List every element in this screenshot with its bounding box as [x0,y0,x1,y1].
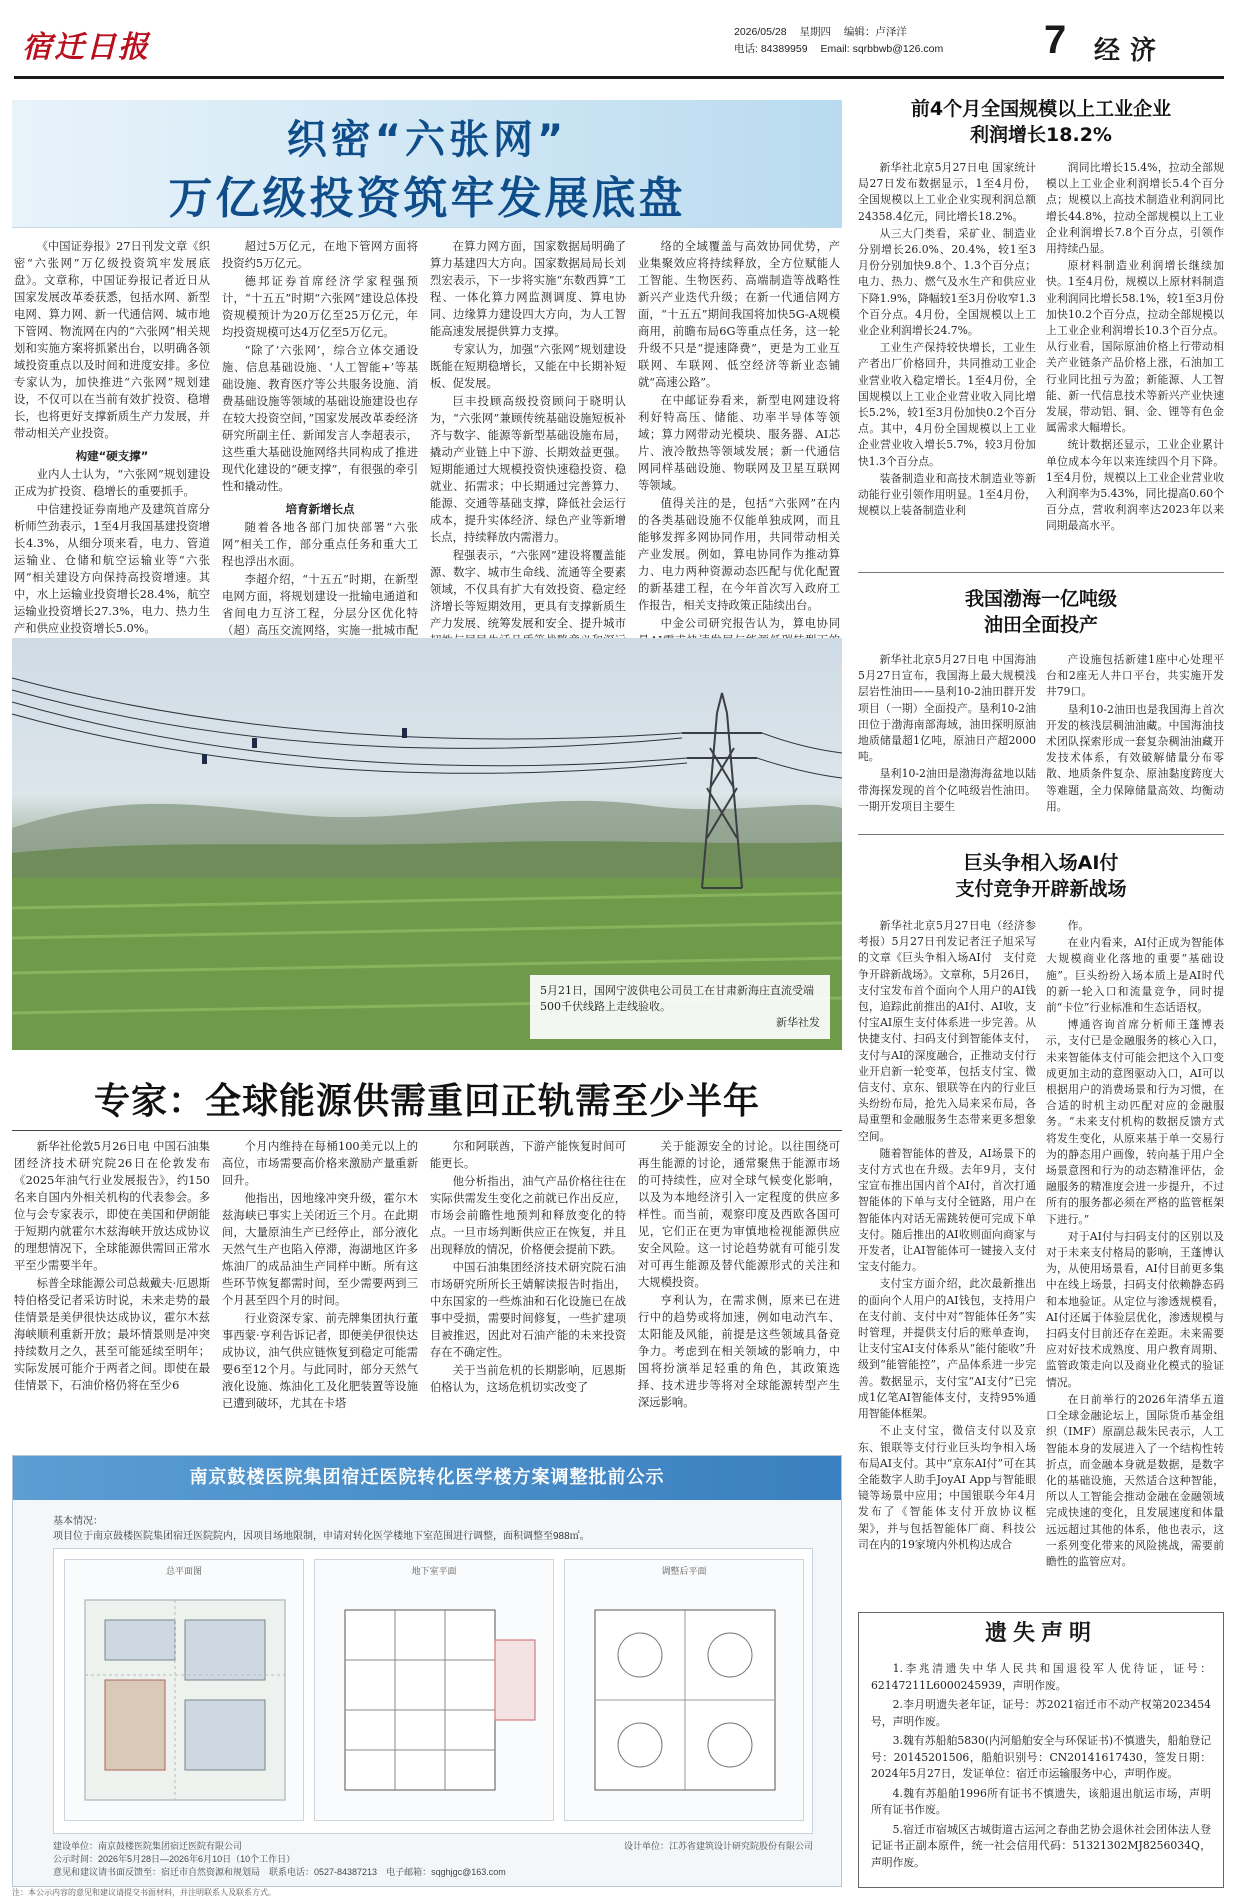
ad-note: 注：本公示内容的意见和建议请提交书面材料，并注明联系人及联系方式。 [12,1888,276,1897]
article-paragraph: 行业资深专家、前壳牌集团执行董事西蒙·亨利告诉记者，即便美伊很快达成协议，油气供应链恢复到稳定可能需要6至12个月。与此同时，部分天然气液化设施、炼油化工及化肥装置等设施已遭到破坏，尤其在卡塔 [222,1312,418,1410]
article-paragraph: 原材料制造业利润增长继续加快。1至4月份，规模以上原材料制造业利润同比增长58.1%，较1至3月份加快10.2个百分点，拉动全部规模以上工业企业利润增长10.3个百分点。从行业看，国际原油价格上行带动相关产业链条产品价格上涨，石油加工行业同比扭亏为盈；新能源、人工智能、新一代信息技术等新兴产业快速发展，带动铝、铜、金、锂等有色金属需求大幅增长。 [1046,259,1224,435]
ad-basic-text: 项目位于南京鼓楼医院集团宿迁医院院内，因项目场地限制，申请对转化医学楼地下室范围进行调整，面积调整至988㎡。 [53,1531,590,1542]
article-paragraph: 尔和阿联酋，下游产能恢复时间可能更长。 [430,1140,626,1170]
public-notice-ad [12,1455,842,1887]
article-paragraph: 关于能源安全的讨论。以往围绕可再生能源的讨论，通常聚焦于能源市场的可持续性，应对全球气候变化影响，以及为本地经济引入一定程度的供应多样性。而当前，观察印度及西欧各国可见，它们正在更为审慎地检视能源供应安全风险。这一讨论趋势就有可能引发对可再生能源及替代能源形式的关注和大规模投资。 [638,1140,840,1289]
lead-column-1 [14,238,210,635]
article-paragraph: 个月内维持在每桶100美元以上的高位，市场需要高价格来激励产量重新回升。 [222,1140,418,1187]
right-story2-column-1 [858,652,1036,824]
article-paragraph: 在中邮证券看来，新型电网建设将利好特高压、储能、功率半导体等领域；算力网带动光模块、服务器、AI芯片、液冷散热等领域发展；新一代通信网同样基础设施、物联网及卫星互联网等领域。 [638,394,840,492]
headline-line2: 油田全面投产 [983,614,1098,636]
right-story2-column-2 [1046,652,1224,824]
article-paragraph: 产设施包括新建1座中心处理平台和2座无人井口平台，共实施开发井79口。 [1046,653,1224,699]
article-paragraph: 专家认为，加强“六张网”规划建设既能在短期稳增长，又能在中长期补短板、促发展。 [430,343,626,390]
article-paragraph: 对于AI付与扫码支付的区别以及对于未来支付格局的影响，王蓬博认为，从使用场景看，AI付目前更多集中在线上场景，扫码支付依赖静态码和本地验证。从定位与渗透规模看，AI付还属于体验层优化，渗透规模与扫码支付目前还存在差距。未来需要应对好技术成熟度、用户教育周期、监管政策走向以及商业化模式的验证情况。 [1046,1229,1224,1389]
article-paragraph: 他指出，因地缘冲突升级，霍尔木兹海峡已事实上关闭近三个月。在此期间，大量原油生产已经停止，部分液化天然气生产也陷入停滞，海湖地区许多炼油厂的成品油生产同样中断。所有这些环节恢复都需时间，至少需要两到三个月甚至四个月的时间。 [222,1192,418,1307]
article-paragraph: 垦利10-2油田是渤海海盆地以陆带海探发现的首个亿吨级岩性油田。一期开发项目主要生 [858,767,1036,813]
notice-item: 5.宿迁市宿城区古城街道古运河之春曲艺协会退休社会团体法人登记证书正副本原件，统一社会信用代码：51321302MJ8256034Q，声明作废。 [871,1822,1211,1869]
right-story1-column-2 [1046,160,1224,558]
masthead [14,10,1224,74]
article-paragraph: 新华社北京5月27日电 中国海油5月27日宣布，我国海上最大规模浅层岩性油田——垦利10-2油田群开发项目（一期）全面投产。垦利10-2油田位于渤海南部海域，油田探明原油地质储量超1亿吨，原油日产超2000吨。 [858,653,1036,764]
caption-text: 5月21日，国网宁波供电公司员工在甘肃新海庄直流受端500千伏线路上走线验收。 [540,984,814,1013]
basement-plan-graphic [315,1580,553,1820]
article-paragraph: 亨利认为，在需求侧，原来已在进行中的趋势或将加速，例如电动汽车、太阳能及风能，前提是这些领域具备竞争力。考虑到在相关领域的影响力，中国将扮演举足轻重的角色，其政策选择、技术进步等将对全球能源转型产生深远影响。 [638,1294,840,1409]
ad-period: 公示时间：2026年5月28日—2026年6月10日（10个工作日） [53,1854,296,1864]
ad-designer: 设计单位：江苏省建筑设计研究院股份有限公司 [623,1841,813,1851]
lead-column-4 [638,238,840,630]
photo-credit: 新华社发 [776,1016,820,1029]
notice-body [871,1661,1211,1874]
right-story-divider [858,572,1224,573]
article-paragraph: 德邦证券首席经济学家程强预计，“十五五”时期“六张网”建设总体投资规模预计为20万亿至25万亿元，年均投资规模可达4万亿至5万亿元。 [222,275,418,339]
article-paragraph: 巨丰投顾高级投资顾问于晓明认为，“六张网”兼顾传统基础设施短板补齐与数字、能源等新型基础设施布局，撬动产业链上中下游、长期效益更强。短期能通过大规模投资快速稳投资、稳就业、拓需求；中长期通过完善算力、能源、交通等基础支撑，降低社会运行成本，提升实体经济、绿色产业等新增长点，持续释放内需潜力。 [430,395,626,544]
editor-phone: 电话: 84389959 [734,43,808,55]
story2-headline: 专家：全球能源供需重回正轨需至少半年 [93,1081,760,1122]
lead-headline-line2: 万亿级投资筑牢发展底盘 [168,173,686,224]
right-story2-headline [858,586,1224,638]
notice-title: 遗失声明 [984,1621,1097,1646]
article-paragraph: 新华社北京5月27日电（经济参考报）5月27日刊发记者汪子旭采写的文章《巨头争相入场AI付 支付竞争开辟新战场》。文章称，5月26日，支付宝发布首个面向个人用户的AI钱包，追踪此前推出的AI付、AI收，支付宝AI原生支付体系进一步完善。从快捷支付、扫码支付到智能体支付，支付与AI的深度融合，正推动支付行业开启新一轮变革，包括支付宝、微信支付、京东、银联等在内的行业巨头纷纷布局，抢先入局来采布局，各局重塑和金融服务生态带来更多想象空间。 [858,919,1036,1143]
photo-caption [530,975,830,1039]
article-paragraph: 李超介绍，“十五五”时期，在新型电网方面，将规划建设一批输电通道和省间电力互济工程，分层分区优化特（超）高压交流网络，实施一批城市配 [222,573,418,637]
ad-title: 南京鼓楼医院集团宿迁医院转化医学楼方案调整批前公示 [13,1456,841,1500]
article-paragraph: 标普全球能源公司总裁戴夫·厄恩斯特伯格受记者采访时说，未来走势的最佳情景是美伊很快达成协议，霍尔木兹海峡顺利重新开放；最坏情景则是冲突持续数月之久，甚至可能延续至明年；实际发展可能介于两者之间。即使在最佳情景下，石油价格仍将在至少6 [14,1277,210,1392]
ad-basic-info [53,1514,813,1544]
adjusted-plan-drawing [564,1559,804,1821]
article-paragraph: 新华社北京5月27日电 国家统计局27日发布数据显示，1至4月份，全国规模以上工业企业实现利润总额24358.4亿元，同比增长18.2%。 [858,161,1036,223]
article-paragraph: 在日前举行的2026年清华五道口全球金融论坛上，国际货币基金组织（IMF）原副总裁朱民表示，人工智能本身的发展进入了一个结构性转折点，而金融本身就是数据，是数字化的基础设施，天然适合这种智能，所以人工智能会推动金融在金融领域完成快速的变化，且发展速度和体量远远超过其他的体系，他也表示，这一系列变化带来的风险挑战，需要前瞻性的监管应对。 [1046,1392,1224,1568]
lead-column-2 [222,238,418,637]
article-paragraph: 业内人士认为，“六张网”规划建设正成为扩投资、稳增长的重要抓手。 [14,468,210,498]
story2-rule [12,1130,842,1131]
article-paragraph: 值得关注的是，包括“六张网”在内的各类基础设施不仅能单独成网，而且能够发挥多网协同作用，共同带动相关产业发展。例如，算电协同作为推动算力、电力两种资源动态匹配与优化配置的新基建工程，在今年首次写入政府工作报告，相关支持政策正陆续出台。 [638,497,840,612]
article-paragraph: 中信建投证券南地产及建筑首席分析师竺劲表示，1至4月我国基建投资增长4.3%，从细分项来看，电力、管道运输业、仓储和航空运输业等“六张网”相关建设方向保持高投资增速。其中，水上运输业投资增长28.4%，航空运输业投资增长27.3%，电力、热力生产和供应业投资增长5.0%。 [14,503,210,635]
ad-footer [53,1840,813,1879]
notice-item: 4.魏有苏船舶1996所有证书不慎遗失，该船退出航运市场，声明所有证书作废。 [871,1786,1211,1816]
headline-line2: 利润增长18.2% [970,124,1112,146]
adjusted-plan-graphic [565,1580,803,1820]
lead-headline-line1: 织密“六张网” [286,117,568,163]
editor-email: Email: sqrbbwb@126.com [820,43,944,55]
ad-applicant: 建设单位：南京鼓楼医院集团宿迁医院有限公司 [53,1841,243,1851]
right-story3-column-2 [1046,918,1224,1602]
article-paragraph: “除了‘六张网’，综合立体交通设施、信息基础设施、‘人工智能+’等基础设施、教育医疗等公共服务设施、消费基础设施等领域的基础设施建设也存在较大投资空间，”国家发展改革委经济研究所副主任、新闻发言人李超表示，这些重大基础设施网络共同构成了推进现代化建设的“硬支撑”，有很强的牵引性和撬动性。 [222,344,418,493]
right-story-divider [858,834,1224,835]
article-paragraph: 装备制造业和高技术制造业等新动能行业引领作用明显。1至4月份，规模以上装备制造业利 [858,471,1036,518]
article-subhead: 构建“硬支撑” [75,449,149,463]
notice-item: 3.魏有苏船舶5830(内河船舶安全与环保证书)不慎遗失，船舶登记号：20145201506，船舶识别号：CN20141617430，签发日期：2024年5月27日，发证单位：宿迁市运输服务中心，声明作废。 [871,1734,1211,1780]
article-paragraph: 博通咨询首席分析师王蓬博表示，支付已是金融服务的核心入口，未来智能体支付可能会把这个入口变成更加主动的意图驱动入口，AI可以根据用户的消费场景和行为习惯，在合适的时机主动匹配对应的金融服务。“未来支付机构的数据反馈方式将发生变化，从原来基于单一交易行为的静态用户画像，转向基于用户全场景意图和行为的动态精准评估，金融服务的精准度会进一步提升，不过所有的服务都必须在严格的监管框架下进行。” [1046,1018,1224,1226]
article-paragraph: 垦利10-2油田也是我国海上首次开发的核浅层稠油油藏。中国海油技术团队探索形成一套复杂稠油油藏开发技术体系，有效破解储量分布零散、地质条件复杂、原油黏度跨度大等难题，全力保障储量高效、均衡动用。 [1046,702,1224,813]
issue-date: 2026/05/28 [734,26,787,38]
lead-column-3 [430,238,626,630]
article-paragraph: 工业生产保持较快增长，工业生产者出厂价格回升，共同推动工业企业营业收入稳定增长。1至4月份，全国规模以上工业企业营业收入同比增长5.2%，较1至3月份加快0.2个百分点。其中，4月份全国规模以上工业企业营业收入增长5.7%，较3月份加快1.3个百分点。 [858,341,1036,468]
plan-label: 总平面图 [165,1566,202,1576]
article-paragraph: 络的全域覆盖与高效协同优势，产业集聚效应将持续释放，全方位赋能人工智能、生物医药、高端制造等战略性新兴产业迭代升级；在新一代通信网方面，“十五五”期间我国将加快5G-A规模商用，前瞻布局6G等重点任务，这一轮升级不只是“提速降费”，更是为工业互联网、车联网、低空经济等新业态铺就“高速公路”。 [638,240,840,389]
story2-column-1 [14,1138,210,1444]
lead-headline-banner [12,100,842,228]
headline-line1: 巨头争相入场AI付 [963,852,1119,874]
article-paragraph: 他分析指出，油气产品价格往往在实际供需发生变化之前就已作出反应，市场会前瞻性地预判和释放变化的特点。一旦市场判断供应正在恢复，并且出现释放的情况，价格便会提前下跌。 [430,1175,626,1256]
article-paragraph: 随着各地各部门加快部署“六张网”相关工作，部分重点任务和重大工程也浮出水面。 [222,521,418,568]
article-paragraph: 关于当前危机的长期影响，厄恩斯伯格认为，这场危机切实改变了 [430,1364,626,1394]
article-paragraph: 在算力网方面，国家数据局明确了算力基建四大方向。国家数据局局长刘烈宏表示，下一步将实施“东数西算”工程、一体化算力网监测调度、算电协同、边缘算力建设四大方向，为人工智能高速发展提供算力支撑。 [430,240,626,338]
masthead-rule [14,76,1224,79]
plan-label: 地下室平面 [411,1566,457,1576]
article-paragraph: 中国石油集团经济技术研究院石油市场研究所所长王婧解读报告时指出，中东国家的一些炼油和石化设施已在战事中受损，需要时间修复，一些扩建项目被推迟，因此对石油产能的未来投资存在不确定性。 [430,1261,626,1359]
page-section-name: 经济 [1094,36,1167,66]
article-paragraph: 在业内看来，AI付正成为智能体大规模商业化落地的重要“基础设施”。巨头纷纷入场本质上是AI时代的新一轮入口和流量竞争，同时提前“卡位”行业标准和生态话语权。 [1046,936,1224,1015]
ad-contact: 意见和建议请书面反馈至：宿迁市自然资源和规划局 联系电话：0527-84387213 电子邮箱：sqghjgc@163.com [53,1867,506,1877]
issue-weekday: 星期四 [799,26,831,38]
right-story3-headline [858,850,1224,902]
plan-label: 调整后平面 [661,1566,707,1576]
article-paragraph: 中金公司研究报告认为，算电协同 [660,617,840,630]
article-paragraph: 支付宝方面介绍，此次最新推出的面向个人用户的AI钱包，支持用户在支付前、支付中对“智能体任务”实时管理，并提供支付后的账单查询，让支付宝AI支付体系从“能付能收”升级到“能管能控”，产品体系进一步完善。数据显示，支付宝“AI支付”已完成1亿笔AI智能体支付，支持95%通用智能体框架。 [858,1277,1036,1421]
story2-column-4 [638,1138,840,1444]
right-story3-column-1 [858,918,1036,1602]
headline-line2: 支付竞争开辟新战场 [955,878,1127,900]
notice-item: 2.李月明遗失老年证，证号：苏2021宿迁市不动产权第2023454号，声明作废。 [871,1698,1211,1728]
article-paragraph: 从三大门类看，采矿业、制造业分别增长26.0%、20.4%，较1至3月份分别加快9.8个、1.3个百分点；电力、热力、燃气及水生产和供应业下降1.9%，降幅较1至3月份收窄1.3个百分点。4月份，全国规模以上工业企业利润增长24.7%。 [858,226,1036,338]
masthead-info [734,24,953,58]
article-paragraph: 超过5万亿元，在地下管网方面将投资约5万亿元。 [222,240,418,270]
article-paragraph: 随着智能体的普及，AI场景下的支付方式也在升级。去年9月，支付宝宣布推出国内首个AI付，首次打通智能体的下单与支付全链路，用户在智能体内对话无需跳转便可完成下单支付。随后推出的AI收则面向商家与开发者，让AI智能体可一键接入支付宝支付能力。 [858,1146,1036,1274]
article-paragraph: 润同比增长15.4%，拉动全部规模以上工业企业利润增长5.4个百分点；规模以上高技术制造业利润同比增长44.8%，拉动全部规模以上工业企业利润增长7.8个百分点，引领作用持续凸显。 [1046,161,1224,256]
site-plan-graphic [65,1580,303,1820]
newspaper-logo: 宿迁日报 [22,30,150,65]
article-paragraph: 新华社伦敦5月26日电 中国石油集团经济技术研究院26日在伦敦发布《2025年油气行业发展报告》，约150名来自国内外相关机构的代表参会。多位与会专家表示，即使在美国和伊朗能于短期内就霍尔木兹海峡开放达成协议的理想情况下，全球能源供需回正常水平至少需要半年。 [14,1140,210,1272]
right-story1-column-1 [858,160,1036,558]
story2-column-3 [430,1138,626,1444]
article-paragraph: 不止支付宝，微信支付以及京东、银联等支付行业巨头均争相入场布局AI支付。其中“京东AI付”可在其全能数字人助手JoyAI App与智能眼镜等场景中应用；中国银联今年4月发布了《智能体支付开放协议框架》，并与包括智能体厂商、科技公司在内的19家境内外机构达成合 [858,1424,1036,1551]
notice-item: 1.李兆清遗失中华人民共和国退役军人优待证，证号：62147211L6000245939，声明作废。 [871,1662,1211,1692]
article-paragraph: 程强表示，“六张网”建设将覆盖能源、数字、城市生命线、流通等全要素领域，不仅具有扩大有效投资、稳定经济增长等短期效用，更具有支撑新质生产力发展、统筹发展和安全、提升城市 [430,549,626,630]
article-paragraph: 作。 [1067,919,1090,932]
headline-line1: 我国渤海一亿吨级 [964,588,1117,610]
article-subhead: 培育新增长点 [285,502,355,516]
editor-name: 编辑：卢泽洋 [843,26,907,38]
site-plan-drawing [64,1559,304,1821]
page-number: 7 [1044,18,1067,62]
ad-basic-label: 基本情况： [53,1516,103,1527]
story2-column-2 [222,1138,418,1444]
ad-site-plans [53,1548,813,1834]
right-story1-headline [858,96,1224,148]
article-paragraph: 《中国证券报》27日刊发文章《织密“六张网”万亿级投资筑牢发展底盘》。文章称，中国证券报记者近日从国家发展改革委获悉，包括水网、新型电网、算力网、新一代通信网、城市地下管网、物流网在内的“六张网”相关规划和实施方案将抓紧出台，以明确各领域投资重点以及时间和进度安排。多位专家认为，加快推进“六张网”规划建设，不仅可以在当前有效扩投资、稳增长，也将更好支撑新质生产力发展，并带动相关产业投资。 [14,240,210,440]
article-paragraph: 统计数据还显示，工业企业累计单位成本今年以来连续四个月下降。1至4月份，规模以上工业企业营业收入利润率为5.43%，同比提高0.60个百分点，营收利润率达2023年以来同期最高水平。 [1046,438,1224,533]
basement-plan-drawing [314,1559,554,1821]
headline-line1: 前4个月全国规模以上工业企业 [910,98,1172,120]
lost-notice-box [858,1612,1224,1888]
